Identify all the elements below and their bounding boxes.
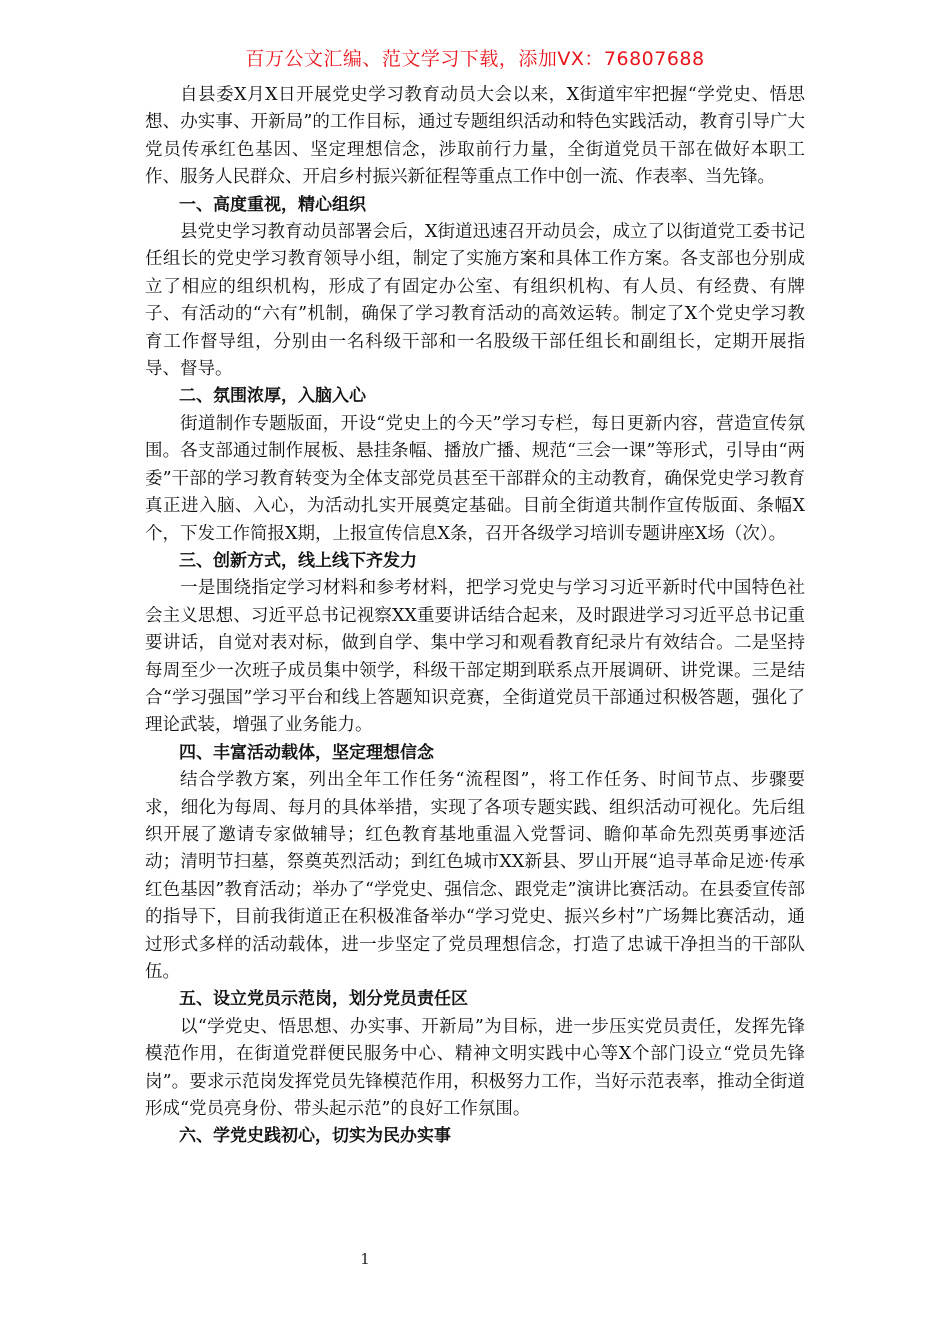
intro-paragraph: 自县委X月X日开展党史学习教育动员大会以来，X街道牢牢把握“学党史、悟思想、办实事、开新局”的工作目标，通过专题组织活动和特色实践活动，教育引导广大党员传承红色基因、坚定理想信念，涉取前行力量，全街道党员干部在做好本职工作、服务人民群众、开启乡村振兴新征程等重点工作中创一流、作表率、当先锋。 [145,85,805,188]
section-heading-3: 三、创新方式，线上线下齐发力 [179,550,417,571]
section-paragraph-1: 县党史学习教育动员部署会后，X街道迅速召开动员会，成立了以街道党工委书记任组长的党史学习教育领导小组，制定了实施方案和具体工作方案。各支部也分别成立了相应的组织机构，形成了有固定办公室、有组织机构、有人员、有经费、有牌子、有活动的“六有”机制，确保了学习教育活动的高效运转。制定了X个党史学习教育工作督导组，分别由一名科级干部和一名股级干部任组长和副组长，定期开展指导、督导。 [145,222,805,380]
section-heading-2: 二、氛围浓厚，入脑入心 [179,386,366,407]
section-heading-5: 五、设立党员示范岗，划分党员责任区 [179,989,468,1010]
watermark-banner: 百万公文汇编、范文学习下载，添加VX：76807688 [245,48,705,70]
section-paragraph-4: 结合学教方案，列出全年工作任务“流程图”，将工作任务、时间节点、步骤要求，细化为每周、每月的具体举措，实现了各项专题实践、组织活动可视化。先后组织开展了邀请专家做辅导；红色教育基地重温入党誓词、瞻仰革命先烈英勇事迹活动；清明节扫墓，祭奠英烈活动；到红色城市XX新县、罗山开展“追寻革命足迹·传承红色基因”教育活动；举办了“学党史、强信念、跟党走”演讲比赛活动。在县委宣传部的指导下，目前我街道正在积极准备举办“学习党史、振兴乡村”广场舞比赛活动，通过形式多样的活动载体，进一步坚定了党员理想信念，打造了忠诚干净担当的干部队伍。 [145,770,805,982]
section-heading-4: 四、丰富活动载体，坚定理想信念 [179,742,434,763]
section-heading-6: 六、学党史践初心，切实为民办实事 [179,1126,451,1147]
section-paragraph-3: 一是围绕指定学习材料和参考材料，把学习党史与学习习近平新时代中国特色社会主义思想、习近平总书记视察XX重要讲话结合起来，及时跟进学习习近平总书记重要讲话，自觉对表对标，做到自学、集中学习和观看教育纪录片有效结合。二是坚持每周至少一次班子成员集中领学，科级干部定期到联系点开展调研、讲党课。三是结合“学习强国”学习平台和线上答题知识竞赛，全街道党员干部通过积极答题，强化了理论武装，增强了业务能力。 [145,578,805,736]
page-number: 1 [360,1250,370,1268]
section-heading-1: 一、高度重视，精心组织 [179,194,366,215]
document-body [145,82,805,1151]
section-paragraph-5: 以“学党史、悟思想、办实事、开新局”为目标，进一步压实党员责任，发挥先锋模范作用，在街道党群便民服务中心、精神文明实践中心等X个部门设立“党员先锋岗”。要求示范岗发挥党员先锋模范作用，积极努力工作，当好示范表率，推动全街道形成“党员亮身份、带头起示范”的良好工作氛围。 [145,1016,805,1120]
section-paragraph-2: 街道制作专题版面，开设“党史上的今天”学习专栏，每日更新内容，营造宣传氛围。各支部通过制作展板、悬挂条幅、播放广播、规范“三会一课”等形式，引导由“两委”干部的学习教育转变为全体支部党员甚至干部群众的主动教育，确保党史学习教育真正进入脑、入心，为活动扎实开展奠定基础。目前全街道共制作宣传版面、条幅X个，下发工作简报X期，上报宣传信息X条，召开各级学习培训专题讲座X场（次）。 [145,413,805,544]
